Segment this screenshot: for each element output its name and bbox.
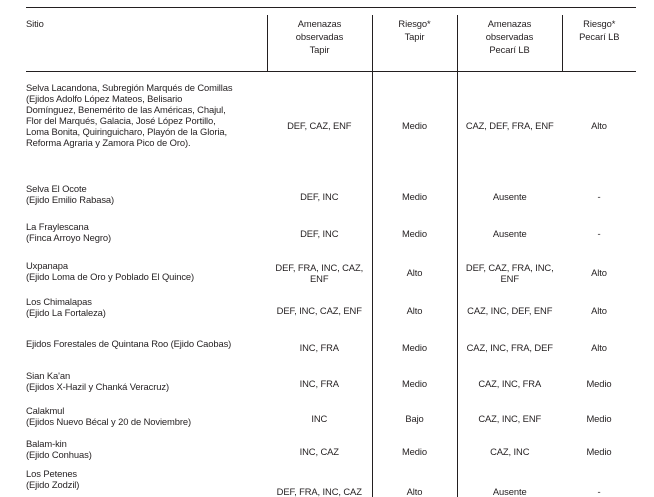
header-amenazas-tapir-line-2: observadas (295, 31, 344, 42)
cell-riesgo-pecari (562, 180, 636, 214)
amenazas-pecari-value: CAZ, DEF, FRA, ENF (465, 120, 554, 132)
cell-sitio (26, 468, 267, 497)
table-row (26, 72, 636, 180)
header-riesgo-pecari-line-2: Pecarí LB (579, 31, 620, 42)
riesgo-pecari-value: Alto (591, 305, 607, 316)
site-line: Ejidos Forestales de Quintana Roo (Ejido Caobas) (26, 337, 232, 349)
riesgo-tapir-value: Alto (406, 305, 423, 316)
table-row (26, 436, 636, 468)
table-row (26, 254, 636, 292)
threats-table (26, 7, 636, 497)
cell-amenazas-tapir (267, 292, 372, 330)
riesgo-pecari-value: - (597, 228, 601, 239)
cell-amenazas-pecari (457, 72, 562, 180)
cell-riesgo-pecari (562, 214, 636, 254)
cell-amenazas-pecari (457, 468, 562, 497)
header-amenazas-tapir (267, 15, 372, 72)
site-line: (Ejido La Fortaleza) (26, 306, 106, 318)
cell-riesgo-tapir (372, 366, 457, 401)
riesgo-pecari-value: Alto (591, 267, 607, 278)
site-line: (Ejido Emilio Rabasa) (26, 193, 115, 205)
header-amenazas-tapir-line-1: Amenazas (297, 18, 342, 29)
cell-amenazas-tapir (267, 436, 372, 468)
riesgo-tapir-value: Alto (406, 267, 423, 278)
cell-amenazas-tapir (267, 401, 372, 436)
header-riesgo-tapir-line-2: Tapir (404, 31, 425, 42)
amenazas-tapir-value: INC (311, 412, 328, 424)
cell-riesgo-pecari (562, 292, 636, 330)
cell-riesgo-tapir (372, 180, 457, 214)
header-amenazas-pecari (457, 15, 562, 72)
cell-riesgo-pecari (562, 468, 636, 497)
table-row (26, 468, 636, 497)
cell-sitio (26, 254, 267, 292)
cell-amenazas-tapir (267, 330, 372, 366)
cell-sitio (26, 214, 267, 254)
cell-riesgo-pecari (562, 254, 636, 292)
cell-riesgo-tapir (372, 214, 457, 254)
site-line: (Ejidos X-Hazil y Chanká Veracruz) (26, 380, 170, 392)
riesgo-pecari-value: Alto (591, 120, 607, 132)
site-line: Selva Lacandona, Subregión Marqués de Comillas (26, 82, 233, 93)
amenazas-pecari-value: CAZ, INC (490, 446, 530, 457)
site-line: Reforma Agraria y Zamora Pico de Oro). (26, 137, 191, 148)
cell-riesgo-pecari (562, 330, 636, 366)
header-sitio (26, 15, 267, 72)
amenazas-tapir-value: DEF, INC, CAZ, ENF (276, 305, 362, 316)
amenazas-tapir-value: DEF, CAZ, ENF (287, 120, 352, 132)
amenazas-pecari-value: Ausente (492, 228, 527, 239)
site-line: (Ejidos Nuevo Bécal y 20 de Noviembre) (26, 415, 192, 427)
riesgo-pecari-value: - (597, 485, 601, 497)
cell-amenazas-tapir (267, 366, 372, 401)
site-line: Sian Ka'an (26, 369, 71, 381)
site-line: (Ejido Conhuas) (26, 448, 92, 460)
cell-riesgo-tapir (372, 468, 457, 497)
site-line: Uxpanapa (26, 259, 68, 271)
amenazas-pecari-value: Ausente (492, 485, 527, 497)
amenazas-pecari-value: CAZ, INC, ENF (478, 412, 542, 424)
cell-sitio (26, 72, 267, 180)
riesgo-pecari-value: Medio (586, 377, 612, 389)
amenazas-tapir-value: INC, CAZ (299, 446, 339, 457)
cell-riesgo-tapir (372, 330, 457, 366)
cell-amenazas-pecari (457, 401, 562, 436)
site-line: Selva El Ocote (26, 182, 87, 194)
site-line: Domínguez, Benemérito de las Américas, Chajul, (26, 104, 226, 115)
table-row (26, 330, 636, 366)
cell-sitio (26, 366, 267, 401)
site-line: (Ejido Loma de Oro y Poblado El Quince) (26, 270, 195, 282)
header-row (26, 15, 636, 72)
site-line: (Finca Arroyo Negro) (26, 231, 112, 243)
site-line: Balam-kin (26, 437, 67, 449)
riesgo-pecari-value: Medio (586, 412, 612, 424)
header-amenazas-pecari-line-2: observadas (485, 31, 534, 42)
cell-amenazas-pecari (457, 292, 562, 330)
cell-riesgo-pecari (562, 366, 636, 401)
amenazas-pecari-value: CAZ, INC, FRA (478, 377, 542, 389)
table-body (26, 72, 636, 497)
cell-amenazas-pecari (457, 436, 562, 468)
cell-amenazas-tapir (267, 180, 372, 214)
cell-amenazas-pecari (457, 180, 562, 214)
riesgo-tapir-value: Medio (401, 191, 428, 202)
cell-riesgo-pecari (562, 436, 636, 468)
site-line: (Ejido Zodzil) (26, 478, 80, 490)
cell-amenazas-pecari (457, 366, 562, 401)
riesgo-tapir-value: Medio (401, 446, 428, 457)
cell-amenazas-pecari (457, 254, 562, 292)
header-riesgo-tapir (372, 15, 457, 72)
riesgo-pecari-value: - (597, 191, 601, 202)
riesgo-tapir-value: Medio (401, 120, 428, 132)
site-line: (Ejidos Adolfo López Mateos, Belisario (26, 93, 183, 104)
riesgo-pecari-value: Alto (591, 342, 607, 353)
header-amenazas-tapir-line-3: Tapir (309, 44, 330, 55)
cell-amenazas-pecari (457, 214, 562, 254)
cell-sitio (26, 401, 267, 436)
amenazas-pecari-value: Ausente (492, 191, 527, 202)
amenazas-tapir-value: DEF, FRA, INC, CAZ, ENF (275, 261, 364, 284)
cell-sitio (26, 436, 267, 468)
site-line: Los Chimalapas (26, 295, 92, 307)
cell-riesgo-pecari (562, 401, 636, 436)
header-amenazas-pecari-line-1: Amenazas (487, 18, 532, 29)
riesgo-tapir-value: Bajo (405, 412, 424, 424)
site-line: Calakmul (26, 404, 65, 416)
table-row (26, 292, 636, 330)
cell-riesgo-tapir (372, 72, 457, 180)
cell-amenazas-tapir (267, 214, 372, 254)
header-amenazas-pecari-line-3: Pecarí LB (489, 44, 530, 55)
table-row (26, 366, 636, 401)
amenazas-pecari-value: CAZ, INC, FRA, DEF (466, 342, 553, 353)
amenazas-tapir-value: DEF, FRA, INC, CAZ (276, 485, 362, 497)
amenazas-tapir-value: INC, FRA (299, 377, 339, 389)
amenazas-tapir-value: DEF, INC (300, 191, 339, 202)
header-riesgo-pecari (562, 15, 636, 72)
top-rule (26, 8, 636, 16)
riesgo-pecari-value: Medio (586, 446, 612, 457)
cell-riesgo-tapir (372, 254, 457, 292)
cell-amenazas-tapir (267, 72, 372, 180)
header-riesgo-tapir-line-1: Riesgo* (398, 18, 431, 29)
cell-sitio (26, 330, 267, 366)
riesgo-tapir-value: Medio (401, 228, 428, 239)
cell-amenazas-pecari (457, 330, 562, 366)
header-riesgo-pecari-line-1: Riesgo* (583, 18, 616, 29)
cell-sitio (26, 180, 267, 214)
cell-riesgo-tapir (372, 436, 457, 468)
riesgo-tapir-value: Medio (401, 342, 428, 353)
amenazas-pecari-value: DEF, CAZ, FRA, INC, ENF (465, 261, 554, 284)
site-line: Flor del Marqués, Galacia, José López Portillo, (26, 115, 216, 126)
amenazas-pecari-value: CAZ, INC, DEF, ENF (467, 305, 553, 316)
table-row (26, 401, 636, 436)
header-sitio-label: Sitio (26, 18, 44, 29)
cell-amenazas-tapir (267, 254, 372, 292)
site-line: Los Petenes (26, 467, 78, 479)
cell-sitio (26, 292, 267, 330)
cell-riesgo-tapir (372, 292, 457, 330)
table-row (26, 214, 636, 254)
amenazas-tapir-value: INC, FRA (299, 342, 339, 353)
table-row (26, 180, 636, 214)
site-line: La Fraylescana (26, 220, 89, 232)
cell-riesgo-tapir (372, 401, 457, 436)
amenazas-tapir-value: DEF, INC (300, 228, 339, 239)
table-header (26, 8, 636, 72)
riesgo-tapir-value: Alto (406, 485, 423, 497)
cell-riesgo-pecari (562, 72, 636, 180)
site-line: Loma Bonita, Quiringuicharo, Playón de la Gloria, (26, 126, 227, 137)
threats-table-container (26, 7, 636, 497)
cell-amenazas-tapir (267, 468, 372, 497)
riesgo-tapir-value: Medio (401, 377, 428, 389)
